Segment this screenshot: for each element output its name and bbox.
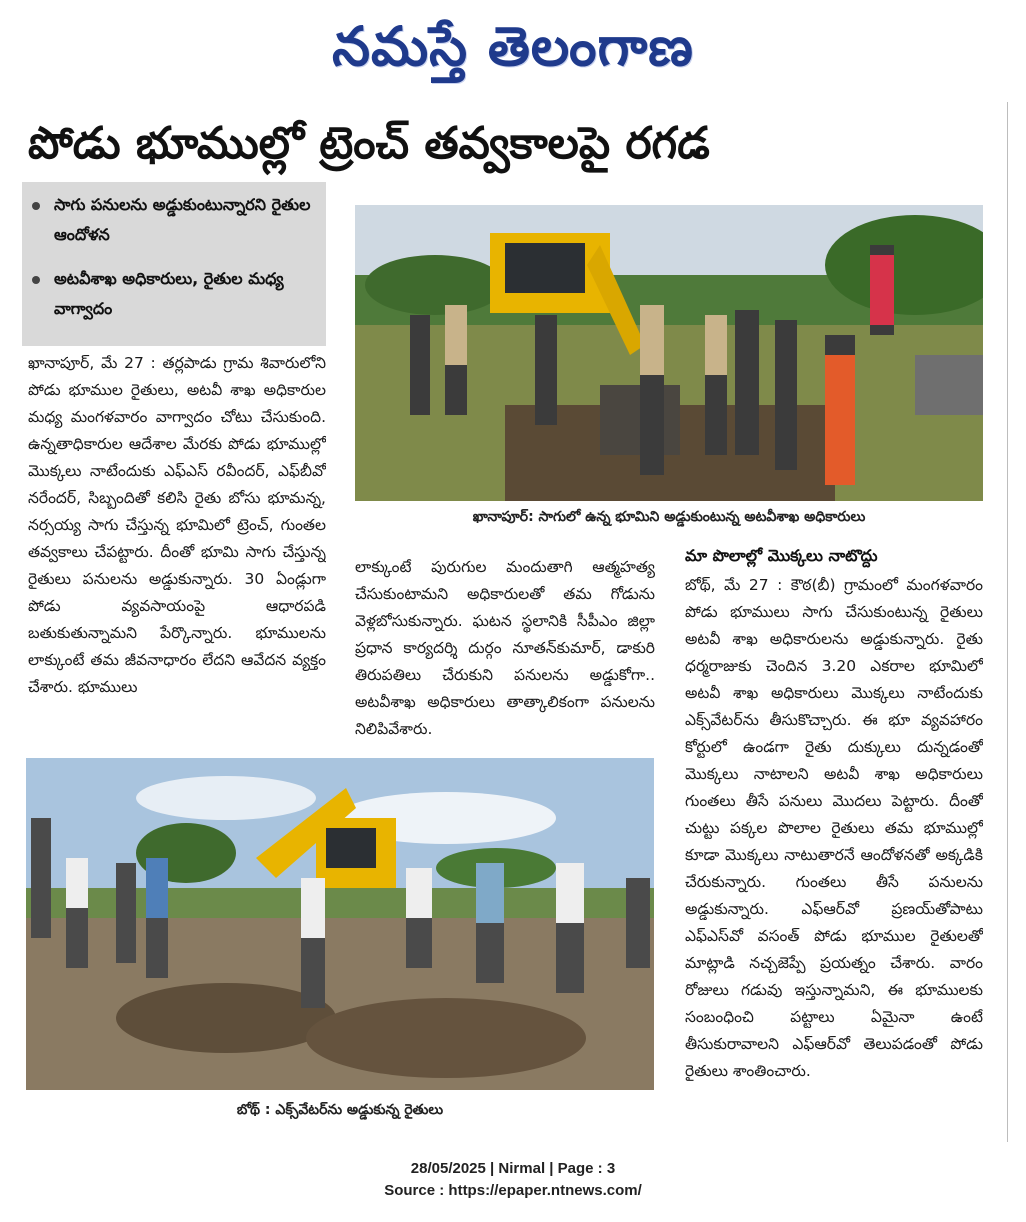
masthead-logo: నమస్తే తెలంగాణ bbox=[332, 14, 694, 78]
footer-separator: | bbox=[490, 1160, 499, 1177]
photo-farmers-excavator bbox=[26, 758, 654, 1090]
article-subheading: మా పొలాల్లో మొక్కలు నాటొద్దు bbox=[685, 546, 878, 565]
photo-caption: బోథ్ : ఎక్స్‌వేటర్‌ను అడ్డుకున్న రైతులు bbox=[236, 1102, 444, 1118]
footer-date: 28/05/2025 bbox=[410, 1160, 486, 1177]
bullet-icon bbox=[32, 202, 40, 210]
summary-box bbox=[22, 182, 326, 346]
footer-source-link[interactable]: https://epaper.ntnews.com/ bbox=[448, 1182, 642, 1199]
field-photo-illustration bbox=[355, 205, 983, 501]
footer-page: Page : 3 bbox=[557, 1160, 616, 1177]
article-column-2: లాక్కుంటే పురుగుల మందుతాగి ఆత్మహత్య చేసుకుంటామని అధికారులతో తమ గోడును వెళ్లబోసుకున్నారు. ఘటన స్థలానికి సీపీఎం జిల్లా ప్రధాన కార్యదర్శి దుర్గం నూతన్‌కుమార్, డాకురి తిరుపతిలు చేరుకుని పనులను అడ్డుకోగా.. అటవీశాఖ అధికారులు తాత్కాలికంగా పనులను నిలిపివేశారు. bbox=[355, 558, 655, 738]
footer-edition: Nirmal bbox=[498, 1160, 546, 1177]
bullet-icon bbox=[32, 276, 40, 284]
photo-caption: ఖానాపూర్: సాగులో ఉన్న భూమిని అడ్డుకుంటున్న అటవీశాఖ అధికారులు bbox=[472, 509, 866, 525]
summary-point bbox=[22, 256, 326, 330]
page-headline: పోడు భూముల్లో ట్రెంచ్ తవ్వకాలపై రగడ bbox=[28, 118, 710, 169]
footer-source-line bbox=[0, 1182, 1026, 1199]
summary-point-text: అటవీశాఖ అధికారులు, రైతుల మధ్య వాగ్వాదం bbox=[54, 269, 284, 318]
footer-source-label: Source : bbox=[384, 1182, 445, 1199]
summary-point bbox=[22, 182, 326, 256]
summary-point-text: సాగు పనులను అడ్డుకుంటున్నారని రైతుల ఆందోళన bbox=[54, 195, 311, 244]
article-column-3: బోథ్, మే 27 : కౌఠ(బీ) గ్రామంలో మంగళవారం పోడు భూములు సాగు చేసుకుంటున్న రైతులు అటవీ శాఖ అధికారులను అడ్డుకున్నారు. రైతు ధర్మరాజుకు చెందిన 3.20 ఎకరాల భూమిలో అటవీ శాఖ అధికారులు మొక్కలు నాటేందుకు ఎక్స్‌వేటర్‌ను తీసుకొచ్చారు. ఈ భూ వ్యవహారం కోర్టులో ఉండగా రైతు దుక్కులు దున్నడంతో మొక్కలు నాటాలని అటవీ శాఖ అధికారులు గుంతలు తీసే పనులు మొదలు పెట్టారు. దీంతో చుట్టు పక్కల పొలాల రైతులు తమ భూముల్లో కూడా మొక్కలు నాటుతారనే ఆందోళనతో అక్కడికి చేరుకున్నారు. గుంతలు తీసే పనులను అడ్డుకున్నారు. ఎఫ్ఆర్‌వో ప్రణయ్‌తోపాటు ఎఫ్ఎస్‌వో వసంత్ పోడు భూముల రైతులతో మాట్లాడి నచ్చజెప్పే ప్రయత్నం చేశారు. వారం రోజులు గడువు ఇస్తున్నామని, ఈ భూములకు సంబంధించి పట్టాలు ఏమైనా ఉంటే తీసుకురావాలని ఎఫ్ఆర్‌వో తెలుపడంతో పోడు రైతులు శాంతించారు. bbox=[685, 576, 983, 1080]
field-photo-illustration bbox=[26, 758, 654, 1090]
photo-forest-officials bbox=[355, 205, 983, 501]
footer-separator: | bbox=[549, 1160, 558, 1177]
footer-edition-line bbox=[0, 1160, 1026, 1177]
article-column-1: ఖానాపూర్, మే 27 : తర్లపాడు గ్రామ శివారులోని పోడు భూముల రైతులు, అటవీ శాఖ అధికారుల మధ్య మంగళవారం వాగ్వాదం చోటు చేసుకుంది. ఉన్నతాధికారుల ఆదేశాల మేరకు పోడు భూముల్లో మొక్కలు నాటేందుకు ఎఫ్ఎస్ రవీందర్, ఎఫ్‌బీవో నరేందర్, సిబ్బందితో కలిసి రైతు బోసు భూమన్న, నర్సయ్య సాగు చేస్తున్న భూమిలో ట్రెంచ్, గుంతల తవ్వకాలు చేపట్టారు. దీంతో భూమి సాగు చేస్తున్న రైతులు పనులను అడ్డుకున్నారు. 30 ఏండ్లుగా పోడు వ్యవసాయంపై ఆధారపడి బతుకుతున్నామని పేర్కొన్నారు. భూములను లాక్కుంటే తమ జీవనాధారం లేదని ఆవేదన వ్యక్తం చేశారు. భూములు bbox=[28, 354, 326, 696]
